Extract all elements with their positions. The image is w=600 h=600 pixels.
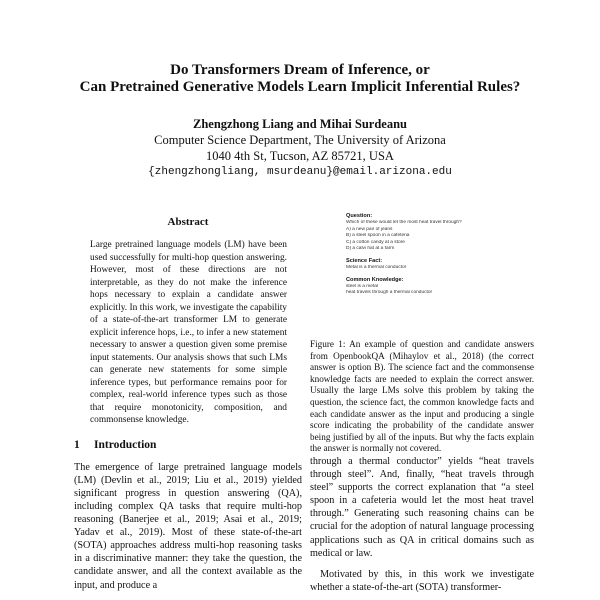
figure-option-a: A) a new pair of jeans <box>346 226 393 232</box>
intro-heading <box>74 439 302 452</box>
left-column <box>74 213 302 592</box>
figure-caption: Figure 1: An example of question and candidate answers from OpenbookQA (Mihaylov et al., 2018) (the correct answer is option B). The science fact and the commonsense knowledge facts are needed to explain the correct answer. Usually the large LMs solve this problem by taking the question, the science fact, the common knowledge facts and each candidate answer as the input and producing a single score indicating the probability of the candidate answer being justified by all of the inputs. But why the facts explain the answer is normally not covered. <box>310 339 534 454</box>
figure-common-line-1: steel is a metal <box>346 283 378 289</box>
title-line-1: Do Transformers Dream of Inference, or <box>170 62 430 78</box>
right-paragraph-1: through a thermal conductor” yields “heat travels through steel”. And, finally, “heat travels through steel” supports the correct explanation that “a steel spoon in a cafeteria would let the most heat travel through.” Generating such reasoning chains can be crucial for the adoption of natural language processing applications such as QA in critical domains such as medical or law. <box>310 456 534 559</box>
intro-paragraph: The emergence of large pretrained language models (LM) (Devlin et al., 2019; Liu et al., 2019) yielded significant progress in question answering (QA), including complex QA tasks that require multi-hop reasoning (Banerjee et al., 2019; Asai et al., 2019; Yadav et al., 2019). Most of these state-of-the-art (SOTA) approaches address multi-hop reasoning tasks in a discriminative manner: they take the question, the candidate answer, and all the context available as the input, and produce a <box>74 461 302 591</box>
figure-question-label: Question: <box>346 213 373 219</box>
figure-option-c: C) a cotton candy at a store <box>346 239 405 245</box>
figure-common-label: Common Knowledge: <box>346 276 404 283</box>
figure-option-d: D) a calvi hat at a farm <box>346 246 395 252</box>
title-line-2: Can Pretrained Generative Models Learn Implicit Inferential Rules? <box>79 79 521 95</box>
abstract-text: Large pretrained language models (LM) have been used successfully for multi-hop question answering. However, most of these directions are not interpretable, as they do not make the inference hops necessary to explain a candidate answer explicitly. In this work, we investigate the capability of a state-of-the-art transformer LM to generate explicit inference hops, i.e., to infer a new statement necessary to answer a question given some premise input statements. Our analysis shows that such LMs can generate new statements for some simple inference types, but performance remains poor for complex, real-world inference types such as those that require monotonicity, composition, and commonsense knowledge. <box>90 240 287 426</box>
affiliation-dept: Computer Science Department, The University of Arizona <box>154 133 446 147</box>
abstract-heading: Abstract <box>167 216 209 228</box>
author-email: {zhengzhongliang, msurdeanu}@email.arizona.edu <box>148 166 452 178</box>
paper-title <box>40 62 560 96</box>
figure-common-line-2: heat travels through a thermal conductor <box>346 290 433 296</box>
figure-question-line: Which of these would let the most heat travel through? <box>346 220 462 225</box>
authors: Zhengzhong Liang and Mihai Surdeanu <box>193 117 407 131</box>
affiliation-address: 1040 4th St, Tucson, AZ 85721, USA <box>206 149 394 163</box>
right-body-text <box>310 455 534 594</box>
figure-option-b: B) a steel spoon in a cafeteria <box>346 233 410 239</box>
right-paragraph-2: Motivated by this, in this work we investigate whether a state-of-the-art (SOTA) transformer- <box>310 568 534 593</box>
intro-section-number: 1 <box>74 438 80 451</box>
figure-science-label: Science Fact: <box>346 257 383 264</box>
figure-1 <box>346 213 506 329</box>
title-block <box>40 62 560 180</box>
right-column <box>310 213 534 455</box>
figure-science-line: Metal is a thermal conductor <box>346 264 407 270</box>
intro-section-title: Introduction <box>94 438 157 451</box>
